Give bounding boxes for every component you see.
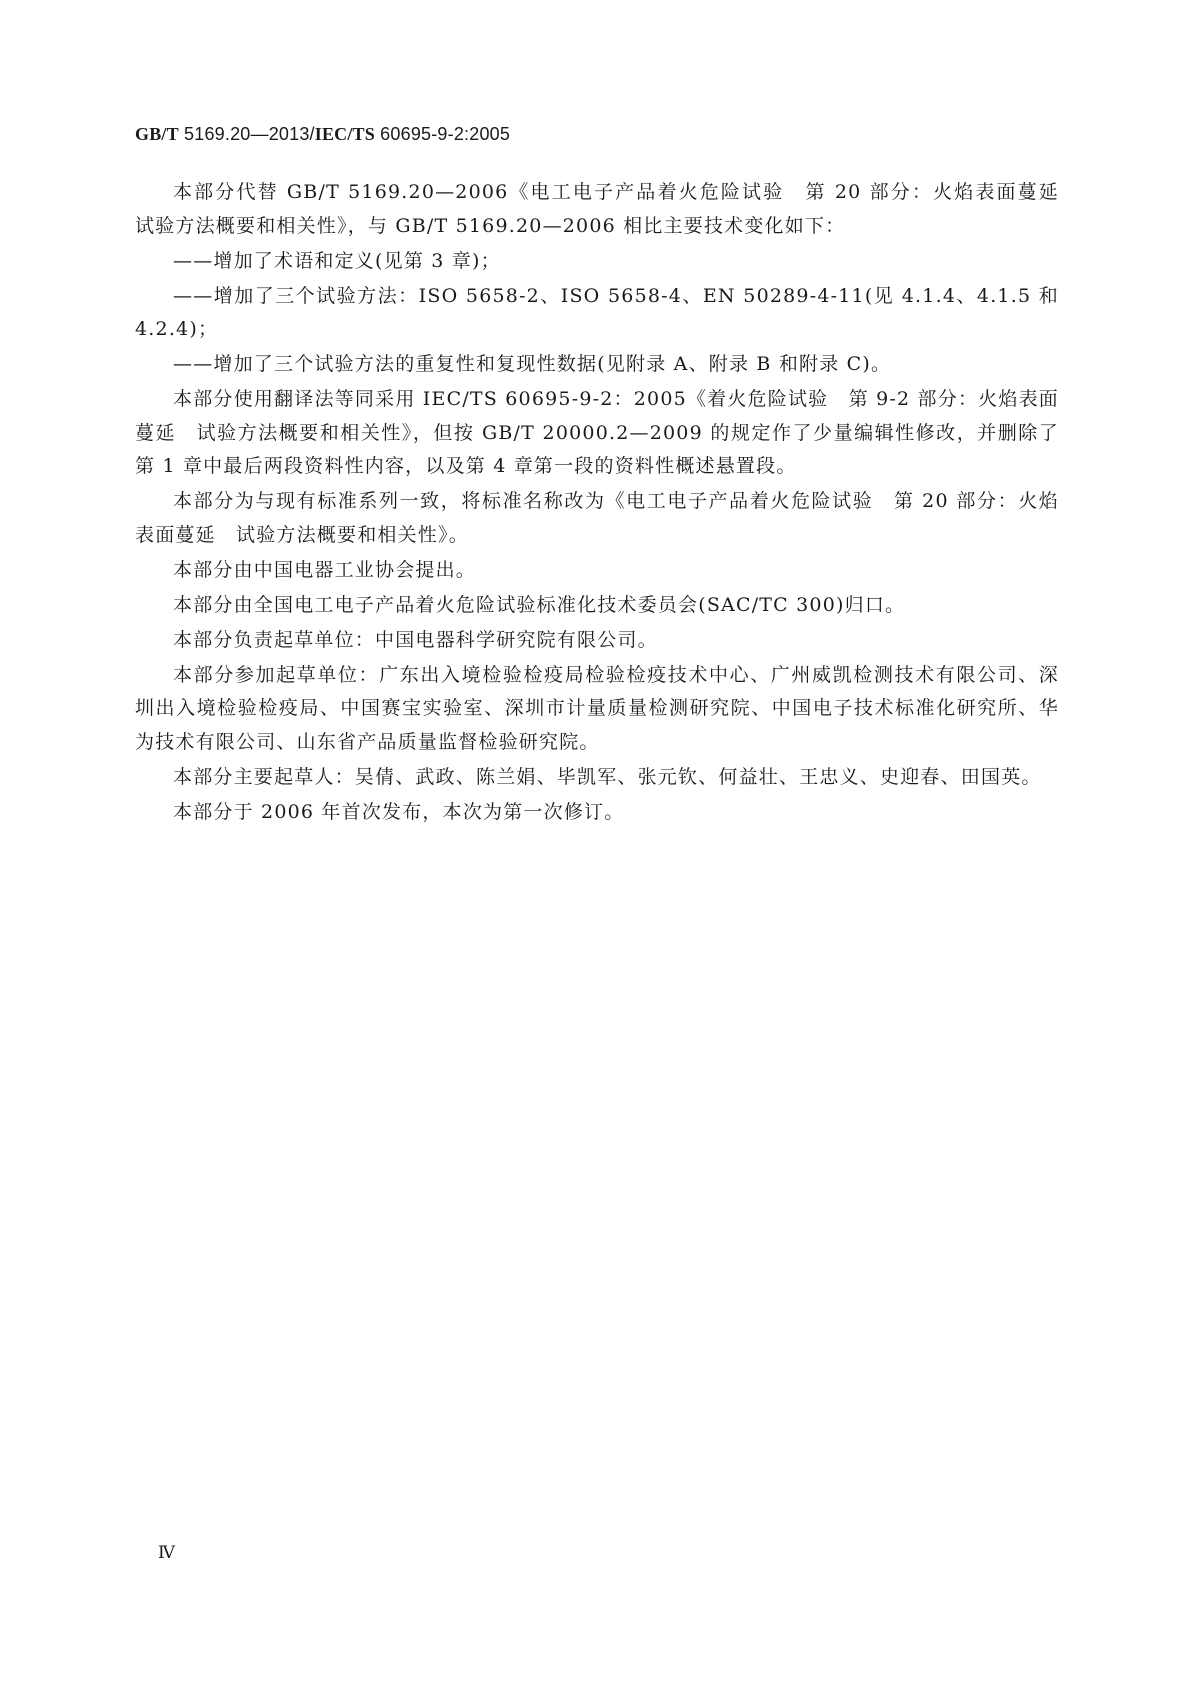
change-item-terms: ——增加了术语和定义(见第 3 章)； bbox=[173, 249, 501, 272]
paragraph-history: 本部分于 2006 年首次发布，本次为第一次修订。 bbox=[173, 800, 625, 823]
paragraph-participating-drafters: 本部分参加起草单位：广东出入境检验检疫局检验检疫技术中心、广州威凯检测技术有限公司、深圳出入境检验检疫局、中国赛宝实验室、深圳市计量质量检测研究院、中国电子技术标准化研究所、华为技术有限公司、山东省产品质量监督检验研究院。 bbox=[135, 663, 1059, 753]
standard-code-gbt: GB/T bbox=[135, 124, 179, 144]
paragraph-translation: 本部分使用翻译法等同采用 IEC/TS 60695-9-2：2005《着火危险试验 第 9-2 部分：火焰表面蔓延 试验方法概要和相关性》，但按 GB/T 20000.2—2009 的规定作了少量编辑性修改，并删除了第 1 章中最后两段资料性内容，以及第 4 章第一段的资料性概述悬置段。 bbox=[135, 388, 1059, 477]
change-item-methods: ——增加了三个试验方法：ISO 5658-2、ISO 5658-4、EN 50289-4-11(见 4.1.4、4.1.5 和 4.2.4)； bbox=[135, 284, 1059, 340]
paragraph-replaces: 本部分代替 GB/T 5169.20—2006《电工电子产品着火危险试验 第 20 部分：火焰表面蔓延 试验方法概要和相关性》，与 GB/T 5169.20—2006 相比主要技术变化如下： bbox=[135, 181, 1080, 237]
standard-header bbox=[135, 124, 510, 145]
standard-number-iec: 60695-9-2:2005 bbox=[374, 124, 511, 144]
change-item-data: ——增加了三个试验方法的重复性和复现性数据(见附录 A、附录 B 和附录 C)。 bbox=[173, 353, 892, 375]
paragraph-lead-drafter: 本部分负责起草单位：中国电器科学研究院有限公司。 bbox=[173, 628, 658, 651]
paragraph-rename: 本部分为与现有标准系列一致，将标准名称改为《电工电子产品着火危险试验 第 20 部分：火焰表面蔓延 试验方法概要和相关性》。 bbox=[135, 490, 1059, 546]
paragraph-committee: 本部分由全国电工电子产品着火危险试验标准化技术委员会(SAC/TC 300)归口。 bbox=[173, 593, 906, 616]
page-number: Ⅳ bbox=[158, 1543, 176, 1562]
standard-number-gbt: 5169.20—2013/ bbox=[178, 124, 315, 144]
paragraph-main-drafters: 本部分主要起草人：吴倩、武政、陈兰娟、毕凯军、张元钦、何益壮、王忠义、史迎春、田国英。 bbox=[173, 765, 1042, 788]
paragraph-proposer: 本部分由中国电器工业协会提出。 bbox=[173, 558, 477, 581]
foreword-body bbox=[135, 176, 1080, 831]
standard-code-iec: IEC/TS bbox=[314, 124, 375, 144]
